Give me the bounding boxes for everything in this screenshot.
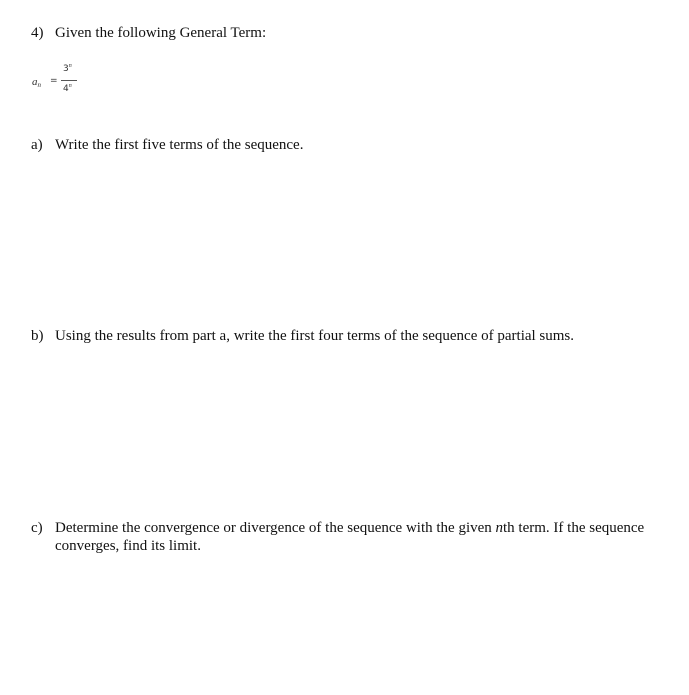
- numerator-exponent: n: [68, 63, 72, 69]
- part-c-label: c): [31, 520, 43, 536]
- fraction-bar: [61, 80, 77, 81]
- formula-denominator: 4$^n$: [63, 83, 72, 94]
- nth-variable: n: [495, 520, 504, 536]
- part-c-text: Determine the convergence or divergence of the sequence with the given nth term. If the sequence converges, find its limit.: [55, 520, 645, 554]
- question-prompt: Given the following General Term:: [55, 25, 267, 41]
- part-a-label: a): [31, 137, 43, 153]
- part-b-label: b): [31, 328, 44, 344]
- question-number: 4): [31, 25, 44, 41]
- general-term-formula: [32, 62, 92, 102]
- formula-lhs: an: [32, 76, 41, 89]
- formula-numerator: 3$^n$: [63, 63, 72, 74]
- part-b-text: Using the results from part a, write the first four terms of the sequence of partial sums.: [55, 328, 575, 344]
- formula-lhs-subscript: n: [37, 81, 41, 89]
- denominator-exponent: n: [68, 83, 72, 89]
- part-a-text: Write the first five terms of the sequence.: [55, 137, 304, 153]
- formula-equals: =: [50, 76, 58, 86]
